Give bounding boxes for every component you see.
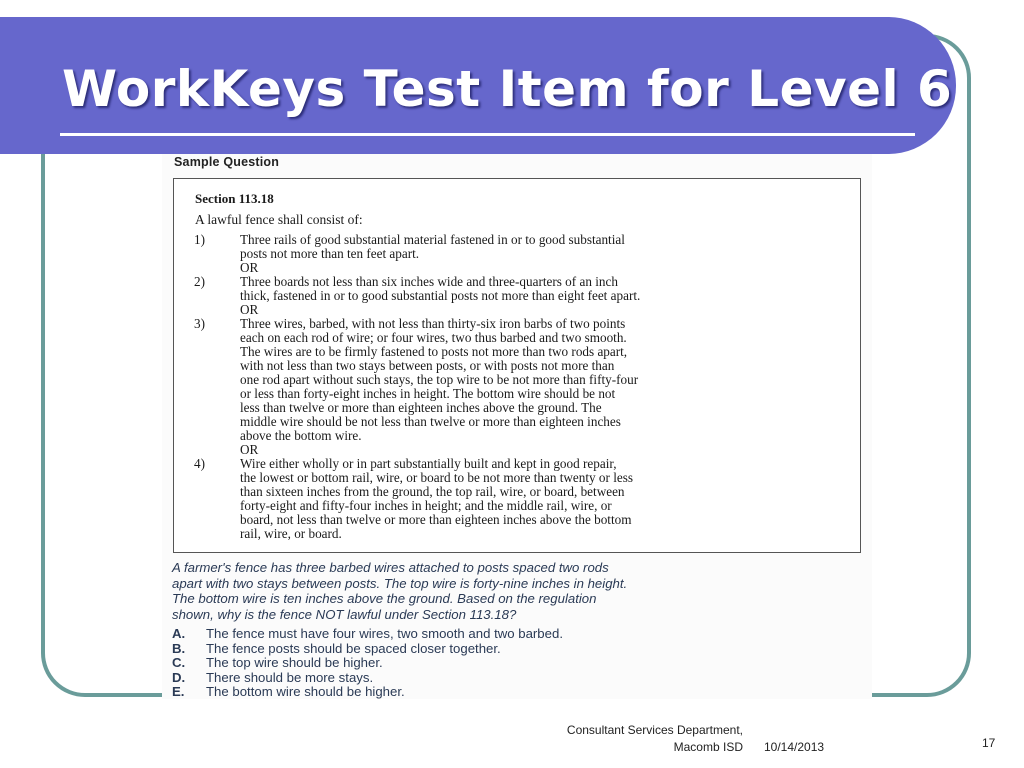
regulation-text — [240, 457, 844, 541]
text-line: A farmer's fence has three barbed wires attached to posts spaced two rods — [172, 560, 609, 575]
or-separator: OR — [240, 260, 259, 275]
regulation-number: 2) — [194, 274, 205, 289]
text-line: Three boards not less than six inches wide and three-quarters of an inch — [240, 274, 618, 289]
text-line: The wires are to be firmly fastened to posts not more than two rods apart, — [240, 344, 628, 359]
option-letter: E. — [172, 684, 185, 700]
text-line: apart with two stays between posts. The top wire is forty-nine inches in height. — [172, 575, 628, 591]
answer-options — [172, 627, 862, 700]
text-line: Three rails of good substantial material fastened in or to good substantial — [240, 232, 625, 247]
option-text: The fence posts should be spaced closer together. — [206, 640, 501, 656]
regulation-item — [194, 317, 844, 443]
or-separator: OR — [240, 302, 259, 317]
text-line: forty-eight and fifty-four inches in height; and the middle rail, wire, or — [240, 498, 612, 513]
title-underline — [60, 133, 915, 136]
text-line: middle wire should be not less than twelve or more than eighteen inches — [240, 414, 621, 429]
footer-dept-line: Macomb ISD — [673, 740, 743, 754]
footer-dept-line: Consultant Services Department, — [566, 723, 743, 737]
text-line: Three wires, barbed, with not less than thirty-six iron barbs of two points — [240, 316, 626, 331]
text-line: posts not more than ten feet apart. — [240, 246, 420, 261]
text-line: above the bottom wire. — [240, 428, 362, 443]
text-line: less than twelve or more than eighteen inches above the ground. The — [240, 400, 602, 415]
text-line: board, not less than twelve or more than eighteen inches above the bottom — [240, 512, 632, 527]
regulation-item — [194, 275, 844, 303]
sample-question-image — [162, 154, 872, 699]
regulation-number: 3) — [194, 316, 205, 331]
regulation-text — [240, 275, 844, 303]
answer-option — [172, 656, 862, 671]
text-line: thick, fastened in or to good substantial posts not more than eight feet apart. — [240, 288, 641, 303]
or-separator: OR — [240, 442, 259, 457]
slide-number: 17 — [982, 736, 996, 750]
footer-date: 10/14/2013 — [764, 740, 825, 754]
text-line: with not less than two stays between posts, or with posts not more than — [240, 358, 615, 373]
answer-option — [172, 685, 862, 700]
regulation-item — [194, 233, 844, 261]
regulation-box — [173, 178, 861, 553]
regulation-intro: A lawful fence shall consist of: — [195, 212, 363, 227]
section-title: Section 113.18 — [195, 191, 274, 206]
footer-department — [500, 722, 743, 756]
regulation-number: 4) — [194, 456, 205, 471]
regulation-text — [240, 317, 844, 443]
option-text: The top wire should be higher. — [206, 655, 383, 671]
text-line: Wire either wholly or in part substantially built and kept in good repair, — [240, 456, 617, 471]
answer-option — [172, 671, 862, 686]
option-letter: C. — [172, 655, 186, 671]
text-line: or less than forty-eight inches in height. The bottom wire should be not — [240, 386, 616, 401]
text-line: shown, why is the fence NOT lawful under Section 113.18? — [172, 606, 517, 622]
text-line: than sixteen inches from the ground, the top rail, wire, or board, between — [240, 484, 625, 499]
slide-title: WorkKeys Test Item for Level 6 — [62, 60, 953, 118]
option-text: The fence must have four wires, two smooth and two barbed. — [206, 626, 563, 641]
option-letter: A. — [172, 626, 186, 641]
regulation-item — [194, 457, 844, 541]
sample-question-label: Sample Question — [174, 155, 280, 169]
question-text — [172, 560, 862, 622]
text-line: the lowest or bottom rail, wire, or board to be not more than twenty or less — [240, 470, 633, 485]
option-letter: D. — [172, 669, 186, 685]
regulation-text — [240, 233, 844, 261]
answer-option — [172, 627, 862, 642]
option-text: There should be more stays. — [206, 669, 374, 685]
regulation-list — [194, 233, 844, 541]
text-line: one rod apart without such stays, the top wire to be not more than fifty-four — [240, 372, 639, 387]
text-line: each on each rod of wire; or four wires, two thus barbed and two smooth. — [240, 330, 627, 345]
regulation-number: 1) — [194, 232, 205, 247]
option-text: The bottom wire should be higher. — [206, 684, 405, 700]
answer-option — [172, 642, 862, 657]
text-line: rail, wire, or board. — [240, 526, 342, 541]
option-letter: B. — [172, 640, 186, 656]
text-line: The bottom wire is ten inches above the ground. Based on the regulation — [172, 591, 597, 606]
